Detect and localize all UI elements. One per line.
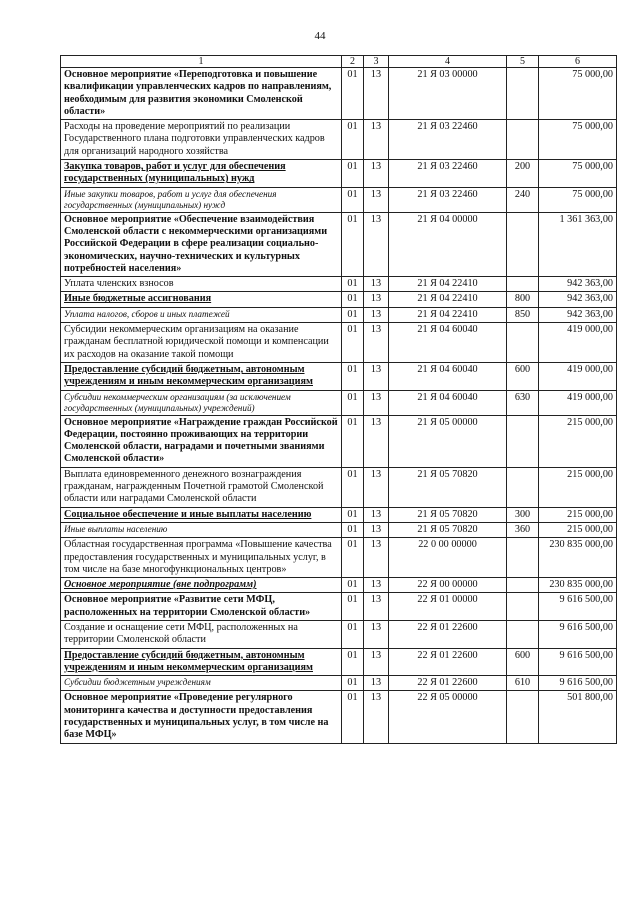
subsection-cell: 13: [364, 415, 389, 467]
target-item-code-cell: 22 0 00 00000: [389, 538, 507, 578]
amount-cell: 75 000,00: [539, 120, 617, 160]
section-cell: 01: [342, 277, 364, 292]
amount-cell: 230 835 000,00: [539, 538, 617, 578]
table-row: [61, 522, 617, 537]
amount-cell: 75 000,00: [539, 187, 617, 212]
amount-cell: 1 361 363,00: [539, 212, 617, 276]
section-cell: 01: [342, 362, 364, 390]
description-cell: Уплата членских взносов: [61, 277, 342, 292]
table-row: [61, 68, 617, 120]
expense-type-cell: [507, 691, 539, 743]
amount-cell: 419 000,00: [539, 323, 617, 363]
subsection-cell: 13: [364, 507, 389, 522]
amount-cell: 9 616 500,00: [539, 593, 617, 621]
subsection-cell: 13: [364, 620, 389, 648]
description-cell: Выплата единовременного денежного вознаграждения гражданам, награжденным Почетной грамотой Смоленской области или наградами Смоленской области: [61, 467, 342, 507]
target-item-code-cell: 22 Я 01 22600: [389, 676, 507, 691]
amount-cell: 215 000,00: [539, 467, 617, 507]
expense-type-cell: 240: [507, 187, 539, 212]
subsection-cell: 13: [364, 120, 389, 160]
subsection-cell: 13: [364, 362, 389, 390]
expense-type-cell: 200: [507, 160, 539, 188]
description-cell: Субсидии некоммерческим организациям (за исключением государственных (муниципальных) учреждений): [61, 390, 342, 415]
amount-cell: 419 000,00: [539, 390, 617, 415]
expense-type-cell: [507, 415, 539, 467]
target-item-code-cell: 21 Я 04 60040: [389, 323, 507, 363]
amount-cell: 942 363,00: [539, 292, 617, 307]
header-col-2: 2: [342, 56, 364, 68]
section-cell: 01: [342, 691, 364, 743]
description-cell: Уплата налогов, сборов и иных платежей: [61, 307, 342, 322]
description-cell: Основное мероприятие «Проведение регулярного мониторинга качества и доступности предоставления государственных и муниципальных услуг, в том числе на базе МФЦ»: [61, 691, 342, 743]
description-cell: Основное мероприятие (вне подпрограмм): [61, 578, 342, 593]
target-item-code-cell: 21 Я 05 00000: [389, 415, 507, 467]
expense-type-cell: [507, 212, 539, 276]
expense-type-cell: 610: [507, 676, 539, 691]
subsection-cell: 13: [364, 593, 389, 621]
section-cell: 01: [342, 292, 364, 307]
table-row: [61, 362, 617, 390]
section-cell: 01: [342, 390, 364, 415]
amount-cell: 942 363,00: [539, 307, 617, 322]
table-row: [61, 390, 617, 415]
target-item-code-cell: 21 Я 04 22410: [389, 292, 507, 307]
target-item-code-cell: 21 Я 04 22410: [389, 307, 507, 322]
target-item-code-cell: 22 Я 00 00000: [389, 578, 507, 593]
table-row: [61, 507, 617, 522]
description-cell: Основное мероприятие «Переподготовка и повышение квалификации управленческих кадров по направлениям, необходимым для развития экономики Смоленской области»: [61, 68, 342, 120]
subsection-cell: 13: [364, 307, 389, 322]
table-row: [61, 160, 617, 188]
expense-type-cell: [507, 593, 539, 621]
description-cell: Расходы на проведение мероприятий по реализации Государственного плана подготовки управленческих кадров для организаций народного хозяйства: [61, 120, 342, 160]
subsection-cell: 13: [364, 691, 389, 743]
description-cell: Основное мероприятие «Награждение граждан Российской Федерации, постоянно проживающих на территории Смоленской области, наградами и почетными званиями Смоленской области»: [61, 415, 342, 467]
header-col-4: 4: [389, 56, 507, 68]
subsection-cell: 13: [364, 187, 389, 212]
description-cell: Предоставление субсидий бюджетным, автономным учреждениям и иным некоммерческим организациям: [61, 362, 342, 390]
expense-type-cell: [507, 538, 539, 578]
table-row: [61, 292, 617, 307]
expense-type-cell: 600: [507, 648, 539, 676]
subsection-cell: 13: [364, 277, 389, 292]
subsection-cell: 13: [364, 292, 389, 307]
target-item-code-cell: 21 Я 03 22460: [389, 187, 507, 212]
target-item-code-cell: 22 Я 05 00000: [389, 691, 507, 743]
description-cell: Социальное обеспечение и иные выплаты населению: [61, 507, 342, 522]
amount-cell: 215 000,00: [539, 507, 617, 522]
subsection-cell: 13: [364, 578, 389, 593]
target-item-code-cell: 21 Я 05 70820: [389, 467, 507, 507]
table-row: [61, 691, 617, 743]
table-row: [61, 676, 617, 691]
description-cell: Областная государственная программа «Повышение качества предоставления государственных и муниципальных услуг, в том числе на базе многофункциональных центров»: [61, 538, 342, 578]
description-cell: Основное мероприятие «Обеспечение взаимодействия Смоленской области с некоммерческими организациями Российской Федерации в сфере реализации социально-экономических, научно-технических и культурных потребностей населения»: [61, 212, 342, 276]
expense-type-cell: 360: [507, 522, 539, 537]
section-cell: 01: [342, 415, 364, 467]
expense-type-cell: 300: [507, 507, 539, 522]
target-item-code-cell: 21 Я 03 00000: [389, 68, 507, 120]
amount-cell: 75 000,00: [539, 68, 617, 120]
target-item-code-cell: 21 Я 05 70820: [389, 507, 507, 522]
target-item-code-cell: 22 Я 01 00000: [389, 593, 507, 621]
amount-cell: 230 835 000,00: [539, 578, 617, 593]
expense-type-cell: [507, 323, 539, 363]
table-row: [61, 593, 617, 621]
header-col-3: 3: [364, 56, 389, 68]
description-cell: Иные бюджетные ассигнования: [61, 292, 342, 307]
expense-type-cell: [507, 578, 539, 593]
table-row: [61, 187, 617, 212]
expense-type-cell: [507, 277, 539, 292]
subsection-cell: 13: [364, 467, 389, 507]
table-row: [61, 648, 617, 676]
page-number: 44: [314, 30, 326, 42]
expense-type-cell: 600: [507, 362, 539, 390]
table-row: [61, 538, 617, 578]
subsection-cell: 13: [364, 676, 389, 691]
expense-type-cell: [507, 120, 539, 160]
table-row: [61, 212, 617, 276]
target-item-code-cell: 21 Я 05 70820: [389, 522, 507, 537]
target-item-code-cell: 21 Я 04 60040: [389, 390, 507, 415]
section-cell: 01: [342, 507, 364, 522]
expense-type-cell: [507, 467, 539, 507]
section-cell: 01: [342, 160, 364, 188]
header-col-6: 6: [539, 56, 617, 68]
table-row: [61, 467, 617, 507]
section-cell: 01: [342, 212, 364, 276]
description-cell: Предоставление субсидий бюджетным, автономным учреждениям и иным некоммерческим организациям: [61, 648, 342, 676]
subsection-cell: 13: [364, 323, 389, 363]
amount-cell: 9 616 500,00: [539, 676, 617, 691]
subsection-cell: 13: [364, 160, 389, 188]
amount-cell: 9 616 500,00: [539, 620, 617, 648]
section-cell: 01: [342, 187, 364, 212]
subsection-cell: 13: [364, 648, 389, 676]
section-cell: 01: [342, 522, 364, 537]
section-cell: 01: [342, 593, 364, 621]
section-cell: 01: [342, 467, 364, 507]
description-cell: Субсидии некоммерческим организациям на оказание гражданам бесплатной юридической помощи и компенсации их расходов на оказание такой помощи: [61, 323, 342, 363]
subsection-cell: 13: [364, 212, 389, 276]
section-cell: 01: [342, 620, 364, 648]
header-col-1: 1: [61, 56, 342, 68]
amount-cell: 9 616 500,00: [539, 648, 617, 676]
section-cell: 01: [342, 323, 364, 363]
table-row: [61, 578, 617, 593]
budget-table: [60, 55, 617, 744]
amount-cell: 215 000,00: [539, 415, 617, 467]
amount-cell: 501 800,00: [539, 691, 617, 743]
description-cell: Создание и оснащение сети МФЦ, расположенных на территории Смоленской области: [61, 620, 342, 648]
amount-cell: 419 000,00: [539, 362, 617, 390]
section-cell: 01: [342, 68, 364, 120]
header-row: [61, 56, 617, 68]
subsection-cell: 13: [364, 390, 389, 415]
target-item-code-cell: 22 Я 01 22600: [389, 648, 507, 676]
section-cell: 01: [342, 648, 364, 676]
description-cell: Иные закупки товаров, работ и услуг для обеспечения государственных (муниципальных) нужд: [61, 187, 342, 212]
table-body: [61, 68, 617, 744]
table-row: [61, 323, 617, 363]
section-cell: 01: [342, 307, 364, 322]
target-item-code-cell: 21 Я 04 60040: [389, 362, 507, 390]
subsection-cell: 13: [364, 522, 389, 537]
target-item-code-cell: 22 Я 01 22600: [389, 620, 507, 648]
target-item-code-cell: 21 Я 04 22410: [389, 277, 507, 292]
subsection-cell: 13: [364, 68, 389, 120]
expense-type-cell: 800: [507, 292, 539, 307]
section-cell: 01: [342, 578, 364, 593]
target-item-code-cell: 21 Я 03 22460: [389, 120, 507, 160]
description-cell: Основное мероприятие «Развитие сети МФЦ, расположенных на территории Смоленской области»: [61, 593, 342, 621]
expense-type-cell: 630: [507, 390, 539, 415]
description-cell: Закупка товаров, работ и услуг для обеспечения государственных (муниципальных) нужд: [61, 160, 342, 188]
description-cell: Субсидии бюджетным учреждениям: [61, 676, 342, 691]
description-cell: Иные выплаты населению: [61, 522, 342, 537]
amount-cell: 75 000,00: [539, 160, 617, 188]
expense-type-cell: [507, 620, 539, 648]
subsection-cell: 13: [364, 538, 389, 578]
expense-type-cell: 850: [507, 307, 539, 322]
expense-type-cell: [507, 68, 539, 120]
section-cell: 01: [342, 120, 364, 160]
section-cell: 01: [342, 538, 364, 578]
table-row: [61, 277, 617, 292]
table-row: [61, 620, 617, 648]
header-col-5: 5: [507, 56, 539, 68]
section-cell: 01: [342, 676, 364, 691]
target-item-code-cell: 21 Я 04 00000: [389, 212, 507, 276]
amount-cell: 942 363,00: [539, 277, 617, 292]
amount-cell: 215 000,00: [539, 522, 617, 537]
table-row: [61, 120, 617, 160]
target-item-code-cell: 21 Я 03 22460: [389, 160, 507, 188]
table-row: [61, 415, 617, 467]
table-row: [61, 307, 617, 322]
